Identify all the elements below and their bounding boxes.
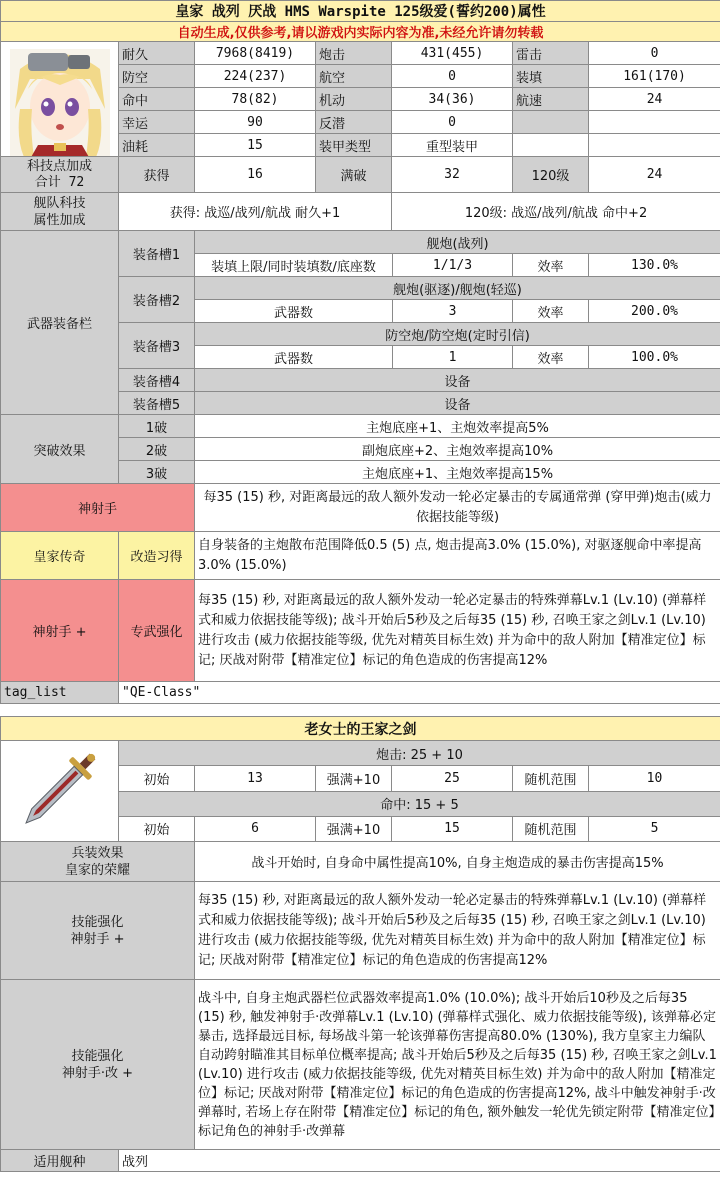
weapon-effect-label-line2: 皇家的荣耀 xyxy=(64,862,130,878)
skill-name: 神射手 + xyxy=(1,580,119,682)
stat-label: 命中 xyxy=(119,88,195,111)
slot-stat-label: 装填上限/同时装填数/底座数 xyxy=(195,254,393,277)
weapon-stat-cell: 13 xyxy=(195,766,316,791)
sword-icon xyxy=(10,741,110,837)
weapon-stat-cell: 15 xyxy=(392,816,513,841)
weapon-stat-cell: 随机范围 xyxy=(513,816,589,841)
tech-points-label-line1: 科技点加成 xyxy=(26,158,92,174)
slot-eff-label: 效率 xyxy=(513,346,589,369)
breakthrough-text: 副炮底座+2、主炮效率提高10% xyxy=(195,438,720,461)
slot-eff-value: 130.0% xyxy=(589,254,720,277)
stat-value: 161(170) xyxy=(589,65,720,88)
weapon-effect-text: 战斗开始时, 自身命中属性提高10%, 自身主炮造成的暴击伤害提高15% xyxy=(195,842,720,882)
slot-name: 装备槽1 xyxy=(119,231,195,277)
stat-label: 耐久 xyxy=(119,42,195,65)
weapon-stat-cell: 25 xyxy=(392,766,513,791)
stat-label xyxy=(513,111,589,134)
fleet-tech-label-line1: 舰队科技 xyxy=(33,195,86,211)
tech-cell: 120级 xyxy=(513,157,589,193)
stat-label: 装填 xyxy=(513,65,589,88)
tag-list-label: tag_list xyxy=(1,682,119,704)
stat-value: 90 xyxy=(195,111,316,134)
stat-value: 0 xyxy=(589,42,720,65)
breakthrough-text: 主炮底座+1、主炮效率提高5% xyxy=(195,415,720,438)
stat-label: 防空 xyxy=(119,65,195,88)
breakthrough-level: 2破 xyxy=(119,438,195,461)
sword-cell xyxy=(1,741,119,842)
skill-name: 神射手 xyxy=(1,484,195,532)
fleet-tech-label-line2: 属性加成 xyxy=(33,212,86,228)
tech-points-label xyxy=(1,157,119,193)
stat-value: 0 xyxy=(392,65,513,88)
ship-attribute-table-main xyxy=(0,0,720,231)
stat-value-empty xyxy=(589,134,720,157)
tech-points-total: 合计 72 xyxy=(34,174,85,190)
slot-type: 防空炮/防空炮(定时引信) xyxy=(195,323,720,346)
weapon-stat-cell: 随机范围 xyxy=(513,766,589,791)
stat-label: 机动 xyxy=(316,88,392,111)
stat-value: 224(237) xyxy=(195,65,316,88)
slot-eff-label: 效率 xyxy=(513,254,589,277)
weapon-skill-label-line1: 技能强化 xyxy=(71,1048,124,1064)
weapon-stat-cell: 初始 xyxy=(119,766,195,791)
stat-value: 重型装甲 xyxy=(392,134,513,157)
weapon-title: 老女士的王家之剑 xyxy=(1,717,720,741)
weapon-effect-label-line1: 兵装效果 xyxy=(71,845,124,861)
slot-type: 设备 xyxy=(195,392,720,415)
slot-stat-value: 3 xyxy=(393,300,513,323)
slot-type: 舰炮(驱逐)/舰炮(轻巡) xyxy=(195,277,720,300)
weapon-skill-text: 战斗中, 自身主炮武器栏位武器效率提高1.0% (10.0%); 战斗开始后10秒及之后每35 (15) 秒, 触发神射手·改弹幕Lv.1 (Lv.10) (弹幕样式强化、威力依据技能等级), 该弹幕必定暴击, 选择最远目标, 每场战斗第一轮该弹幕伤害提高80.0% (130%), 我方皇家主力编队自动跨射瞄准其目标单位概率提高; 战斗开始后5秒及之后每35 (15) 秒, 召唤王家之剑Lv.1 (Lv.10) 进行攻击 (威力依据技能等级, 优先对精英目标生效) 并为命中的敌人附加【精准定位】标记; 厌战对附带【精准定位】标记的角色造成的伤害提高12%, 战斗中触发神射手·改弹幕时, 若场上存在附带【精准定位】标记的角色, 额外触发一轮优先锁定附带【精准定位】标记角色的神射手·改弹幕 xyxy=(195,980,720,1150)
fleet-tech-lv120: 120级: 战巡/战列/航战 命中+2 xyxy=(392,193,720,231)
weapon-stat-cell: 强满+10 xyxy=(316,766,392,791)
skill-name: 皇家传奇 xyxy=(1,532,119,580)
weapon-skill-label xyxy=(1,980,195,1150)
stat-value: 7968(8419) xyxy=(195,42,316,65)
tech-cell: 24 xyxy=(589,157,720,193)
weapon-stat-cell: 6 xyxy=(195,816,316,841)
weapon-stat-cell: 5 xyxy=(589,816,720,841)
ship-type-value: 战列 xyxy=(119,1150,720,1172)
weapon-stat-header: 炮击: 25 + 10 xyxy=(119,741,720,766)
slot-eff-value: 200.0% xyxy=(589,300,720,323)
weapon-skill-label-line1: 技能强化 xyxy=(71,914,124,930)
weapon-slot-table xyxy=(0,230,720,704)
stat-label: 油耗 xyxy=(119,134,195,157)
fleet-tech-obtain: 获得: 战巡/战列/航战 耐久+1 xyxy=(119,193,392,231)
slot-stat-label: 武器数 xyxy=(195,300,393,323)
slot-name: 装备槽3 xyxy=(119,323,195,369)
weapon-skill-label-line2: 神射手 + xyxy=(70,931,125,947)
tag-list-value: "QE-Class" xyxy=(119,682,720,704)
skill-tag: 专武强化 xyxy=(119,580,195,682)
tech-cell: 满破 xyxy=(316,157,392,193)
stat-label: 雷击 xyxy=(513,42,589,65)
page-title: 皇家 战列 厌战 HMS Warspite 125级爱(誓约200)属性 xyxy=(1,1,720,22)
stat-value xyxy=(589,111,720,134)
tech-cell: 获得 xyxy=(119,157,195,193)
slot-type: 舰炮(战列) xyxy=(195,231,720,254)
skill-text: 每35 (15) 秒, 对距离最远的敌人额外发动一轮必定暴击的专属通常弹 (穿甲弹)炮击(威力依据技能等级) xyxy=(195,484,720,532)
slot-stat-value: 1/1/3 xyxy=(393,254,513,277)
weapon-skill-label-line2: 神射手·改 + xyxy=(61,1065,134,1081)
weapon-skill-text: 每35 (15) 秒, 对距离最远的敌人额外发动一轮必定暴击的特殊弹幕Lv.1 (Lv.10) (弹幕样式和威力依据技能等级); 战斗开始后5秒及之后每35 (15) 秒, 召唤王家之剑Lv.1 (Lv.10) 进行攻击 (威力依据技能等级, 优先对精英目标生效) 并为命中的敌人附加【精准定位】标记; 厌战对附带【精准定位】标记的角色造成的伤害提高12% xyxy=(195,882,720,980)
stat-value: 0 xyxy=(392,111,513,134)
tech-cell: 32 xyxy=(392,157,513,193)
stat-value: 34(36) xyxy=(392,88,513,111)
slot-eff-label: 效率 xyxy=(513,300,589,323)
stat-value: 24 xyxy=(589,88,720,111)
slot-type: 设备 xyxy=(195,369,720,392)
notice-text: 自动生成,仅供参考,请以游戏内实际内容为准,未经允许请勿转载 xyxy=(1,22,720,42)
stat-label: 航速 xyxy=(513,88,589,111)
stat-label: 反潜 xyxy=(316,111,392,134)
breakthrough-label: 突破效果 xyxy=(1,415,119,484)
slot-name: 装备槽4 xyxy=(119,369,195,392)
stat-label: 装甲类型 xyxy=(316,134,392,157)
portrait-cell xyxy=(1,42,119,157)
slot-eff-value: 100.0% xyxy=(589,346,720,369)
skill-text: 每35 (15) 秒, 对距离最远的敌人额外发动一轮必定暴击的特殊弹幕Lv.1 (Lv.10) (弹幕样式和威力依据技能等级); 战斗开始后5秒及之后每35 (15) 秒, 召唤王家之剑Lv.1 (Lv.10) 进行攻击 (威力依据技能等级, 优先对精英目标生效) 并为命中的敌人附加【精准定位】标记; 厌战对附带【精准定位】标记的角色造成的伤害提高12% xyxy=(195,580,720,682)
tech-cell: 16 xyxy=(195,157,316,193)
weapon-stat-cell: 10 xyxy=(589,766,720,791)
weapon-skill-label xyxy=(1,882,195,980)
skill-text: 自身装备的主炮散布范围降低0.5 (5) 点, 炮击提高3.0% (15.0%), 对驱逐舰命中率提高3.0% (15.0%) xyxy=(195,532,720,580)
skill-tag: 改造习得 xyxy=(119,532,195,580)
ship-girl-portrait xyxy=(10,49,110,149)
stat-value: 15 xyxy=(195,134,316,157)
weapon-stat-header: 命中: 15 + 5 xyxy=(119,791,720,816)
breakthrough-level: 3破 xyxy=(119,461,195,484)
stat-label: 炮击 xyxy=(316,42,392,65)
ship-type-label: 适用舰种 xyxy=(1,1150,119,1172)
breakthrough-level: 1破 xyxy=(119,415,195,438)
slot-stat-value: 1 xyxy=(393,346,513,369)
stat-label: 航空 xyxy=(316,65,392,88)
stat-label: 幸运 xyxy=(119,111,195,134)
slot-name: 装备槽5 xyxy=(119,392,195,415)
unique-weapon-table xyxy=(0,716,720,1172)
weapon-stat-cell: 初始 xyxy=(119,816,195,841)
slot-name: 装备槽2 xyxy=(119,277,195,323)
weapon-stat-cell: 强满+10 xyxy=(316,816,392,841)
stat-value: 431(455) xyxy=(392,42,513,65)
slot-stat-label: 武器数 xyxy=(195,346,393,369)
fleet-tech-label xyxy=(1,193,119,231)
weapon-effect-label xyxy=(1,842,195,882)
weapon-section-label: 武器装备栏 xyxy=(1,231,119,415)
breakthrough-text: 主炮底座+1、主炮效率提高15% xyxy=(195,461,720,484)
stat-value: 78(82) xyxy=(195,88,316,111)
stat-label-empty xyxy=(513,134,589,157)
